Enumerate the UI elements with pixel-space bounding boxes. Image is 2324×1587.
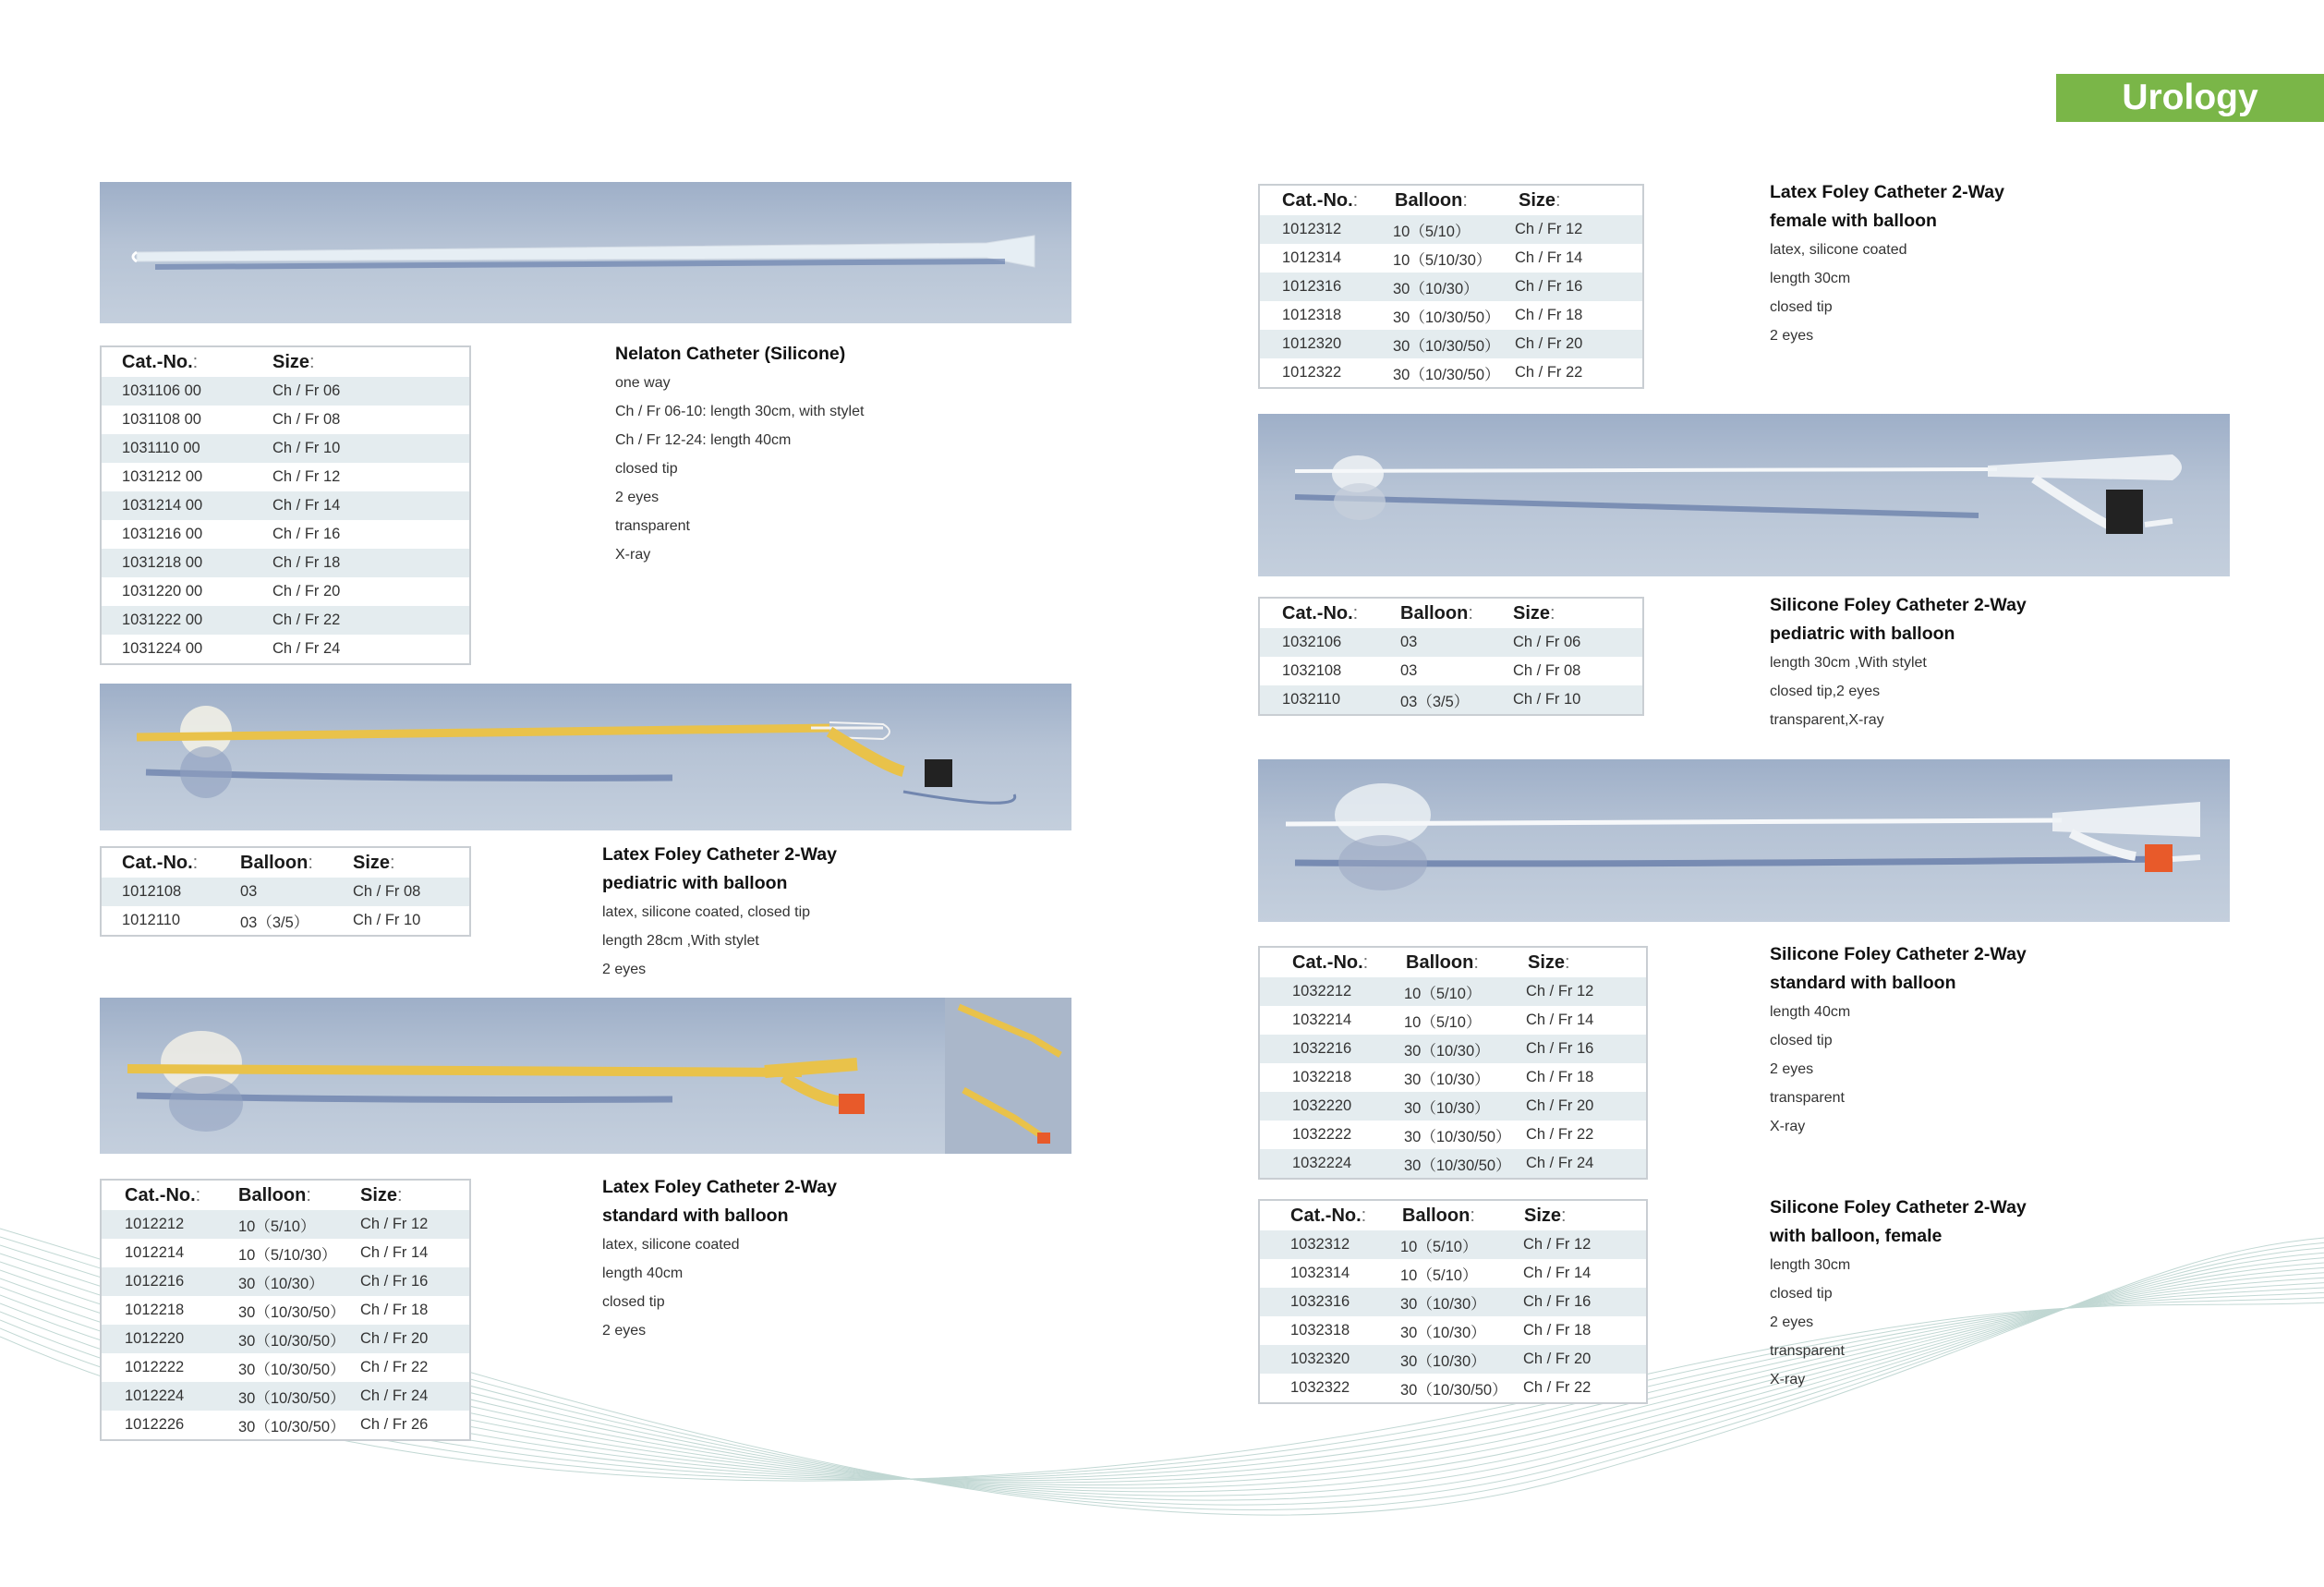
silicone-standard-table <box>1258 946 1648 1180</box>
table-cell: 1012108 <box>122 883 182 900</box>
table-cell: Ch / Fr 16 <box>1515 278 1583 295</box>
table-cell: Ch / Fr 14 <box>272 497 341 514</box>
product-feature: closed tip <box>602 1294 665 1310</box>
table-cell: 30（10/30/50） <box>238 1303 345 1321</box>
latex-pediatric-photo <box>100 684 1071 830</box>
latex-female-description <box>1770 178 2004 350</box>
table-cell: 1032218 <box>1292 1069 1352 1085</box>
table-cell: Ch / Fr 26 <box>360 1416 429 1433</box>
table-cell: 1031212 00 <box>122 468 203 485</box>
table-cell: Ch / Fr 12 <box>272 468 341 485</box>
table-cell: 30（10/30） <box>1404 1071 1490 1088</box>
table-cell: 1032110 <box>1282 691 1341 708</box>
product-feature: length 28cm ,With stylet <box>602 933 759 949</box>
table-cell: 30（10/30/50） <box>238 1389 345 1407</box>
table-row <box>102 549 469 577</box>
header-balloon: Balloon <box>238 1184 307 1205</box>
table-cell: 30（10/30/50） <box>1393 309 1500 326</box>
latex-pediatric-description <box>602 841 837 984</box>
table-row <box>1260 1121 1646 1149</box>
table-cell: 03 <box>1400 662 1418 679</box>
table-cell: Ch / Fr 16 <box>272 526 341 542</box>
product-feature: X-ray <box>1770 1372 1806 1387</box>
section-title: Urology <box>2122 78 2258 117</box>
product-feature: length 40cm <box>602 1266 684 1281</box>
table-row <box>1260 273 1642 301</box>
product-feature: latex, silicone coated <box>602 1237 740 1253</box>
table-cell: 1012214 <box>125 1244 185 1261</box>
header-balloon: Balloon <box>240 852 309 873</box>
product-feature: closed tip <box>1770 1033 1833 1048</box>
table-cell: 30（10/30） <box>1393 280 1479 297</box>
table-cell: Ch / Fr 08 <box>1513 662 1581 679</box>
table-row <box>102 577 469 606</box>
table-cell: 30（10/30/50） <box>1393 366 1500 383</box>
product-feature: length 30cm <box>1770 1257 1851 1273</box>
table-cell: 30（10/30/50） <box>238 1361 345 1378</box>
table-cell: 1012220 <box>125 1330 185 1347</box>
product-feature: closed tip <box>1770 299 1833 315</box>
product-title: Silicone Foley Catheter 2-Way <box>1770 944 2027 964</box>
table-header: Cat.-No.: Balloon: Size: <box>1292 951 1570 973</box>
table-cell: 10（5/10） <box>1400 1238 1478 1255</box>
table-row <box>1260 1092 1646 1121</box>
table-cell: Ch / Fr 12 <box>1515 221 1583 237</box>
table-cell: 10（5/10） <box>1393 223 1471 240</box>
table-cell: 1012222 <box>125 1359 185 1375</box>
table-row <box>1260 358 1642 387</box>
table-cell: 1032108 <box>1282 662 1342 679</box>
product-title: female with balloon <box>1770 211 1937 231</box>
table-cell: 1032314 <box>1290 1265 1350 1281</box>
table-body <box>102 878 469 935</box>
table-cell: 30（10/30） <box>1404 1099 1490 1117</box>
table-cell: 30（10/30） <box>1400 1295 1486 1313</box>
table-cell: 1032316 <box>1290 1293 1350 1310</box>
product-feature: Ch / Fr 12-24: length 40cm <box>615 432 792 448</box>
silicone-pediatric-description <box>1770 591 2027 734</box>
header-cat-no: Cat.-No. <box>1282 189 1353 211</box>
table-cell: 1012312 <box>1282 221 1342 237</box>
table-cell: 1031216 00 <box>122 526 203 542</box>
table-cell: 1032216 <box>1292 1040 1352 1057</box>
table-row <box>102 1325 469 1353</box>
table-row <box>102 635 469 663</box>
product-feature: 2 eyes <box>602 1323 647 1339</box>
product-feature: 2 eyes <box>1770 1061 1814 1077</box>
table-cell: Ch / Fr 20 <box>360 1330 429 1347</box>
table-cell: 1012224 <box>125 1387 185 1404</box>
product-feature: closed tip,2 eyes <box>1770 684 1881 699</box>
table-cell: Ch / Fr 22 <box>360 1359 429 1375</box>
table-cell: Ch / Fr 20 <box>272 583 341 600</box>
table-row <box>1260 1230 1646 1259</box>
table-header: Cat.-No.: Balloon: Size: <box>125 1184 403 1205</box>
table-cell: Ch / Fr 12 <box>1523 1236 1592 1253</box>
product-feature: 2 eyes <box>602 962 647 977</box>
table-header: Cat.-No.: Balloon: Size: <box>122 852 395 873</box>
product-title: Silicone Foley Catheter 2-Way <box>1770 595 2027 615</box>
header-size: Size <box>360 1184 398 1205</box>
table-cell: Ch / Fr 12 <box>1526 983 1594 999</box>
table-cell: 03 <box>240 883 258 900</box>
table-cell: Ch / Fr 10 <box>353 912 421 928</box>
table-row <box>102 1239 469 1267</box>
table-cell: 30（10/30） <box>1400 1324 1486 1341</box>
table-cell: 30（10/30/50） <box>1400 1381 1507 1399</box>
product-feature: latex, silicone coated, closed tip <box>602 904 811 920</box>
product-feature: transparent <box>615 518 690 534</box>
table-cell: 1032224 <box>1292 1155 1352 1171</box>
silicone-female-description <box>1770 1193 2027 1394</box>
table-cell: 1031108 00 <box>122 411 201 428</box>
table-body <box>1260 215 1642 387</box>
table-row <box>1260 1035 1646 1063</box>
table-cell: Ch / Fr 24 <box>272 640 341 657</box>
product-feature: length 30cm <box>1770 271 1851 286</box>
product-title: Silicone Foley Catheter 2-Way <box>1770 1197 2027 1218</box>
product-feature: closed tip <box>615 461 678 477</box>
table-row <box>102 1382 469 1411</box>
product-feature: transparent <box>1770 1090 1845 1106</box>
table-body <box>1260 977 1646 1178</box>
header-balloon: Balloon <box>1402 1205 1471 1226</box>
product-feature: transparent,X-ray <box>1770 712 1884 728</box>
table-body <box>102 1210 469 1439</box>
table-row <box>102 606 469 635</box>
nelaton-table <box>100 345 471 665</box>
table-row <box>102 1411 469 1439</box>
product-title: pediatric with balloon <box>1770 624 1955 644</box>
table-cell: Ch / Fr 16 <box>1523 1293 1592 1310</box>
table-cell: Ch / Fr 20 <box>1526 1097 1594 1114</box>
product-feature: X-ray <box>615 547 651 563</box>
product-title: Latex Foley Catheter 2-Way <box>602 844 837 865</box>
table-cell: 30（10/30/50） <box>238 1418 345 1436</box>
product-feature: X-ray <box>1770 1119 1806 1134</box>
table-cell: 1031214 00 <box>122 497 203 514</box>
product-feature: length 30cm ,With stylet <box>1770 655 1927 671</box>
table-row <box>102 377 469 406</box>
table-cell: Ch / Fr 06 <box>272 382 341 399</box>
table-cell: 1012216 <box>125 1273 185 1290</box>
table-cell: Ch / Fr 10 <box>272 440 341 456</box>
table-cell: Ch / Fr 20 <box>1523 1351 1592 1367</box>
latex-standard-photo <box>100 998 1071 1154</box>
latex-standard-description <box>602 1173 837 1345</box>
header-cat-no: Cat.-No. <box>122 852 193 873</box>
table-row <box>1260 1316 1646 1345</box>
table-cell: 10（5/10/30） <box>238 1246 337 1264</box>
header-balloon: Balloon <box>1400 602 1469 624</box>
table-cell: 1012320 <box>1282 335 1342 352</box>
section-tab <box>2056 74 2324 122</box>
table-row <box>102 878 469 906</box>
product-feature: transparent <box>1770 1343 1845 1359</box>
silicone-standard-description <box>1770 940 2027 1141</box>
table-cell: 1032320 <box>1290 1351 1350 1367</box>
header-size: Size <box>272 351 310 372</box>
table-cell: Ch / Fr 22 <box>1526 1126 1594 1143</box>
table-row <box>102 906 469 935</box>
header-size: Size <box>1528 951 1566 973</box>
product-feature: 2 eyes <box>615 490 660 505</box>
table-cell: 10（5/10） <box>1404 1013 1482 1031</box>
product-title: Latex Foley Catheter 2-Way <box>602 1177 837 1197</box>
table-cell: Ch / Fr 14 <box>1515 249 1583 266</box>
table-cell: 1032106 <box>1282 634 1342 650</box>
product-title: standard with balloon <box>1770 973 1956 993</box>
header-size: Size <box>1513 602 1551 624</box>
table-cell: Ch / Fr 22 <box>1515 364 1583 381</box>
table-row <box>102 1296 469 1325</box>
table-header: Cat.-No.: Balloon: Size: <box>1282 602 1555 624</box>
silicone-pediatric-photo <box>1258 414 2230 576</box>
header-size: Size <box>1524 1205 1562 1226</box>
table-cell: Ch / Fr 20 <box>1515 335 1583 352</box>
table-header: Cat.-No.: Size: <box>122 351 315 372</box>
table-cell: 30（10/30/50） <box>1393 337 1500 355</box>
table-cell: 1032214 <box>1292 1012 1352 1028</box>
table-cell: 1032212 <box>1292 983 1352 999</box>
table-cell: Ch / Fr 16 <box>360 1273 429 1290</box>
table-header: Cat.-No.: Balloon: Size: <box>1290 1205 1567 1226</box>
table-cell: 1012316 <box>1282 278 1342 295</box>
table-cell: 10（5/10） <box>238 1218 316 1235</box>
table-row <box>1260 1063 1646 1092</box>
table-cell: 1032222 <box>1292 1126 1352 1143</box>
product-feature: length 40cm <box>1770 1004 1851 1020</box>
table-cell: 30（10/30） <box>1400 1352 1486 1370</box>
product-title: with balloon, female <box>1770 1226 1943 1246</box>
table-cell: Ch / Fr 22 <box>272 612 341 628</box>
product-title: pediatric with balloon <box>602 873 788 893</box>
table-row <box>102 491 469 520</box>
nelaton-photo <box>100 182 1071 323</box>
table-cell: 1031220 00 <box>122 583 203 600</box>
table-row <box>1260 1345 1646 1374</box>
table-cell: Ch / Fr 18 <box>1515 307 1583 323</box>
product-title: Latex Foley Catheter 2-Way <box>1770 182 2004 202</box>
header-balloon: Balloon <box>1395 189 1463 211</box>
table-cell: Ch / Fr 08 <box>272 411 341 428</box>
table-row <box>1260 685 1642 714</box>
product-feature: 2 eyes <box>1770 328 1814 344</box>
table-row <box>1260 330 1642 358</box>
latex-female-table <box>1258 184 1644 389</box>
table-cell: 1012212 <box>125 1216 185 1232</box>
table-row <box>102 1210 469 1239</box>
product-feature: Ch / Fr 06-10: length 30cm, with stylet <box>615 404 865 419</box>
table-cell: 1012218 <box>125 1302 185 1318</box>
nelaton-description <box>615 340 864 569</box>
table-cell: 1032322 <box>1290 1379 1350 1396</box>
table-row <box>1260 657 1642 685</box>
table-cell: 1032318 <box>1290 1322 1350 1339</box>
table-cell: 30（10/30/50） <box>1404 1128 1511 1145</box>
table-body <box>102 377 469 663</box>
table-row <box>102 463 469 491</box>
table-cell: 1031218 00 <box>122 554 203 571</box>
product-feature: one way <box>615 375 671 391</box>
table-row <box>1260 1259 1646 1288</box>
table-cell: 1031222 00 <box>122 612 203 628</box>
header-size: Size <box>1519 189 1556 211</box>
product-title: Nelaton Catheter (Silicone) <box>615 344 846 364</box>
table-cell: 1032312 <box>1290 1236 1350 1253</box>
table-cell: 10（5/10） <box>1404 985 1482 1002</box>
table-cell: 10（5/10） <box>1400 1266 1478 1284</box>
table-cell: Ch / Fr 08 <box>353 883 421 900</box>
table-cell: 30（10/30/50） <box>238 1332 345 1350</box>
table-cell: 1031106 00 <box>122 382 201 399</box>
product-feature: latex, silicone coated <box>1770 242 1907 258</box>
header-cat-no: Cat.-No. <box>1282 602 1353 624</box>
table-row <box>1260 215 1642 244</box>
product-title: standard with balloon <box>602 1205 789 1226</box>
table-cell: 1012226 <box>125 1416 185 1433</box>
table-cell: 1032220 <box>1292 1097 1352 1114</box>
silicone-standard-photo <box>1258 759 2230 922</box>
table-cell: Ch / Fr 16 <box>1526 1040 1594 1057</box>
table-cell: 1012110 <box>122 912 181 928</box>
table-row <box>102 1267 469 1296</box>
table-row <box>1260 1006 1646 1035</box>
table-row <box>102 434 469 463</box>
table-cell: 10（5/10/30） <box>1393 251 1492 269</box>
table-cell: Ch / Fr 18 <box>1523 1322 1592 1339</box>
table-cell: 30（10/30） <box>238 1275 324 1292</box>
table-cell: 1012314 <box>1282 249 1342 266</box>
header-cat-no: Cat.-No. <box>122 351 193 372</box>
table-row <box>1260 1149 1646 1178</box>
table-cell: Ch / Fr 22 <box>1523 1379 1592 1396</box>
table-cell: Ch / Fr 10 <box>1513 691 1581 708</box>
table-cell: Ch / Fr 06 <box>1513 634 1581 650</box>
table-cell: 1012318 <box>1282 307 1342 323</box>
table-row <box>1260 1288 1646 1316</box>
latex-standard-table <box>100 1179 471 1441</box>
table-cell: 1031110 00 <box>122 440 200 456</box>
header-cat-no: Cat.-No. <box>125 1184 196 1205</box>
header-balloon: Balloon <box>1406 951 1474 973</box>
table-row <box>1260 628 1642 657</box>
table-row <box>102 406 469 434</box>
header-cat-no: Cat.-No. <box>1292 951 1363 973</box>
table-cell: 30（10/30） <box>1404 1042 1490 1060</box>
latex-pediatric-table <box>100 846 471 937</box>
product-feature: closed tip <box>1770 1286 1833 1302</box>
table-row <box>1260 1374 1646 1402</box>
table-cell: 1031224 00 <box>122 640 203 657</box>
table-cell: 03 <box>1400 634 1418 650</box>
table-cell: 03（3/5） <box>1400 693 1470 710</box>
table-cell: 03（3/5） <box>240 914 309 931</box>
table-cell: Ch / Fr 18 <box>272 554 341 571</box>
silicone-female-table <box>1258 1199 1648 1404</box>
table-cell: Ch / Fr 14 <box>1523 1265 1592 1281</box>
table-cell: Ch / Fr 18 <box>360 1302 429 1318</box>
table-cell: Ch / Fr 24 <box>1526 1155 1594 1171</box>
table-header: Cat.-No.: Balloon: Size: <box>1282 189 1561 211</box>
table-row <box>102 520 469 549</box>
silicone-pediatric-table <box>1258 597 1644 716</box>
table-cell: 1012322 <box>1282 364 1342 381</box>
table-cell: Ch / Fr 18 <box>1526 1069 1594 1085</box>
product-feature: 2 eyes <box>1770 1314 1814 1330</box>
table-row <box>102 1353 469 1382</box>
table-row <box>1260 977 1646 1006</box>
table-cell: Ch / Fr 12 <box>360 1216 429 1232</box>
table-row <box>1260 301 1642 330</box>
table-cell: Ch / Fr 14 <box>1526 1012 1594 1028</box>
table-row <box>1260 244 1642 273</box>
table-body <box>1260 1230 1646 1402</box>
header-size: Size <box>353 852 391 873</box>
table-cell: 30（10/30/50） <box>1404 1157 1511 1174</box>
table-cell: Ch / Fr 14 <box>360 1244 429 1261</box>
table-cell: Ch / Fr 24 <box>360 1387 429 1404</box>
header-cat-no: Cat.-No. <box>1290 1205 1362 1226</box>
table-body <box>1260 628 1642 714</box>
